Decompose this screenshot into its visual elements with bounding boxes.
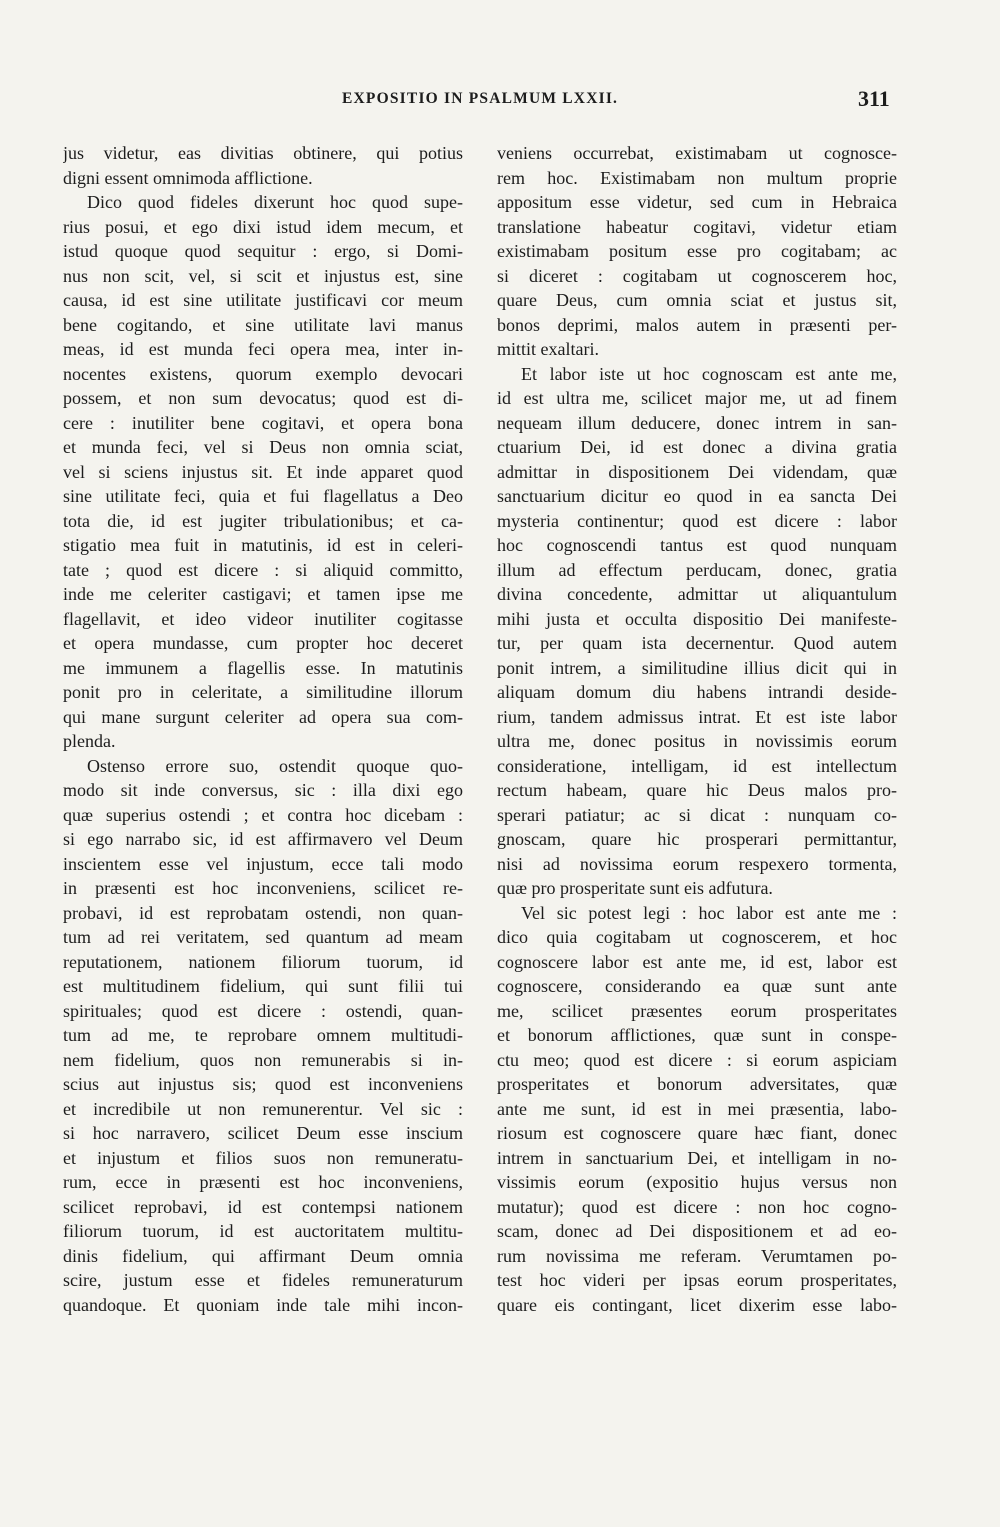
- text-line: digni essent omnimoda afflictione.: [63, 167, 313, 188]
- text-line: filiorum tuorum, id est auctoritatem multitu-: [63, 1221, 463, 1241]
- text-line: vissimis eorum (expositio hujus versus non: [497, 1172, 897, 1192]
- text-line: test hoc videri per ipsas eorum prosperitates,: [497, 1270, 897, 1290]
- text-line: cere : inutiliter bene cogitavi, et opera bona: [63, 412, 463, 433]
- text-line: et incredibile ut non remunerentur. Vel sic :: [63, 1098, 463, 1119]
- text-line: quæ superius ostendi ; et contra hoc dicebam :: [63, 804, 463, 825]
- text-line: scius aut injustus sis; quod est inconveniens: [63, 1074, 463, 1094]
- text-line: in præsenti est hoc inconveniens, scilicet re-: [63, 878, 463, 898]
- text-line: et bonorum afflictiones, quæ sunt in conspe-: [497, 1025, 897, 1045]
- text-line: bene cogitando, et sine utilitate lavi manus: [63, 314, 463, 335]
- text-line: nisi ad novissima eorum respexero tormenta,: [497, 853, 897, 874]
- text-line: nus non scit, vel, si scit et injustus est, sine: [63, 265, 463, 286]
- text-line: rium, tandem admissus intrat. Et est iste labor: [497, 706, 897, 727]
- text-line: ponit pro in celeritate, a similitudine illorum: [63, 682, 463, 702]
- text-line: scire, justum esse et fideles remuneraturum: [63, 1270, 463, 1290]
- text-line: nequeam illum deducere, donec intrem in san-: [497, 412, 897, 433]
- text-line: aliquam domum diu habens intrandi deside-: [497, 682, 897, 702]
- text-line: ctuarium Dei, id est donec a divina gratia: [497, 437, 897, 457]
- text-line: mysteria continentur; quod est dicere : labor: [497, 510, 897, 531]
- text-line: est multitudinem fidelium, qui sunt filii tui: [63, 976, 463, 996]
- text-line: sine utilitate feci, quia et fui flagellatus a Deo: [63, 486, 463, 506]
- text-line: vel si sciens injustus sit. Et inde apparet quod: [63, 461, 463, 482]
- text-line: tur, per quam ista decernentur. Quod autem: [497, 633, 897, 653]
- text-line: ctu meo; quod est dicere : si eorum aspiciam: [497, 1049, 897, 1070]
- text-line: Dico quod fideles dixerunt hoc quod supe-: [87, 192, 463, 212]
- text-line: consideratione, intelligam, id est intellectum: [497, 755, 897, 776]
- text-line: plenda.: [63, 731, 116, 751]
- text-line: dinis fidelium, qui affirmant Deum omnia: [63, 1245, 463, 1266]
- text-line: ante me sunt, id est in mei præsentia, labo-: [497, 1098, 897, 1119]
- text-line: rum novissima me referam. Verumtamen po-: [497, 1245, 897, 1266]
- text-line: meas, id est munda feci opera mea, inter in-: [63, 339, 463, 359]
- text-line: mutatur); quod est dicere : non hoc cogno-: [497, 1196, 897, 1217]
- text-line: intrem in sanctuarium Dei, et intelligam in no-: [497, 1147, 897, 1168]
- text-line: mittit exaltari.: [497, 339, 599, 359]
- text-line: scilicet reprobavi, id est contempsi nationem: [63, 1196, 463, 1217]
- text-line: hoc cognoscendi tantus est quod nunquam: [497, 535, 897, 555]
- text-line: nem fidelium, quos non remunerabis si in-: [63, 1049, 463, 1070]
- text-line: mihi justa et occulta dispositio Dei manifeste-: [497, 608, 897, 629]
- right-text-column: [497, 141, 897, 1317]
- text-line: veniens occurrebat, existimabam ut cognosce-: [497, 143, 897, 163]
- text-line: ponit intrem, a similitudine illius dicit qui in: [497, 657, 897, 678]
- text-line: nocentes existens, quorum exemplo devocari: [63, 363, 463, 384]
- text-line: scam, donec ad Dei dispositionem et ad eo-: [497, 1221, 897, 1241]
- text-line: existimabam positum esse pro cogitabam; ac: [497, 241, 897, 261]
- text-line: gnoscam, quare hic prosperari permittantur,: [497, 829, 897, 849]
- text-line: inde me celeriter castigavi; et tamen ipse me: [63, 584, 463, 604]
- text-line: flagellavit, et ideo videor inutiliter cogitasse: [63, 608, 463, 629]
- text-line: et injustum et filios suos non remuneratu-: [63, 1147, 463, 1168]
- text-line: stigatio mea fuit in matutinis, id est in celeri-: [63, 535, 463, 555]
- text-line: si diceret : cogitabam ut cognoscerem hoc,: [497, 265, 897, 286]
- text-line: et munda feci, vel si Deus non omnia sciat,: [63, 437, 463, 457]
- text-line: quandoque. Et quoniam inde tale mihi incon-: [63, 1294, 463, 1315]
- text-line: riosum est cognoscere quare hæc fiant, donec: [497, 1123, 897, 1143]
- text-line: rius posui, et ego dixi istud idem mecum, et: [63, 216, 463, 237]
- text-line: Vel sic potest legi : hoc labor est ante me :: [521, 902, 897, 923]
- left-text-column: [63, 141, 463, 1317]
- text-line: sperari patiatur; ac si dicat : nunquam co-: [497, 804, 897, 825]
- text-line: Ostenso errore suo, ostendit quoque quo-: [87, 755, 463, 776]
- text-line: quare Deus, cum omnia sciat et justus sit,: [497, 290, 897, 310]
- text-line: sanctuarium dicitur eo quod in ea sancta Dei: [497, 486, 897, 506]
- text-line: probavi, id est reprobatam ostendi, non quan-: [63, 902, 463, 923]
- text-line: si ego narrabo sic, id est affirmavero vel Deum: [63, 829, 463, 849]
- running-title: EXPOSITIO IN PSALMUM LXXII.: [342, 90, 619, 107]
- text-line: rum, ecce in præsenti est hoc inconveniens,: [63, 1172, 463, 1192]
- text-line: et opera mundasse, cum propter hoc deceret: [63, 633, 463, 653]
- text-line: divina concedente, admittar ut aliquantulum: [497, 584, 897, 604]
- text-line: prosperitates et bonorum adversitates, quæ: [497, 1074, 897, 1094]
- page-header: [0, 86, 1000, 118]
- text-line: quare eis contingant, licet dixerim esse labo-: [497, 1294, 897, 1315]
- text-line: dico quia cogitabam ut cognoscerem, et hoc: [497, 927, 897, 947]
- text-line: reputationem, nationem filiorum tuorum, id: [63, 951, 463, 972]
- text-line: possem, et non sum devocatus; quod est di-: [63, 388, 463, 408]
- text-line: cognoscere, considerando ea quæ sunt ante: [497, 976, 897, 996]
- text-line: jus videtur, eas divitias obtinere, qui potius: [63, 143, 463, 163]
- text-line: tota die, id est jugiter tribulationibus; et ca-: [63, 510, 463, 531]
- text-line: id est ultra me, scilicet major me, ut ad finem: [497, 388, 897, 408]
- text-line: cognoscere labor est ante me, id est, labor est: [497, 951, 897, 972]
- text-line: spirituales; quod est dicere : ostendi, quan-: [63, 1000, 463, 1021]
- text-line: istud quoque quod sequitur : ergo, si Domi-: [63, 241, 463, 261]
- text-line: ultra me, donec positus in novissimis eorum: [497, 731, 897, 751]
- text-line: inscientem esse vel injustum, ecce tali modo: [63, 853, 463, 874]
- text-line: quæ pro prosperitate sunt eis adfutura.: [497, 878, 773, 898]
- text-line: translatione habeatur cogitavi, videtur etiam: [497, 216, 897, 237]
- text-line: illum ad effectum perducam, donec, gratia: [497, 559, 897, 580]
- text-line: appositum esse videtur, sed cum in Hebraica: [497, 192, 897, 212]
- text-line: tate ; quod est dicere : si aliquid committo,: [63, 559, 463, 580]
- text-line: tum ad me, te reprobare omnem multitudi-: [63, 1025, 463, 1045]
- text-line: Et labor iste ut hoc cognoscam est ante me,: [521, 363, 897, 384]
- text-line: rem hoc. Existimabam non multum proprie: [497, 167, 897, 188]
- text-line: causa, id est sine utilitate justificavi cor meum: [63, 290, 463, 310]
- text-line: modo sit inde conversus, sic : illa dixi ego: [63, 780, 463, 800]
- text-line: admittar in dispositionem Dei videndam, quæ: [497, 461, 897, 482]
- text-line: qui mane surgunt celeriter ad opera sua com-: [63, 706, 463, 727]
- text-line: si hoc narravero, scilicet Deum esse inscium: [63, 1123, 463, 1143]
- text-line: rectum habeam, quare hic Deus malos pro-: [497, 780, 897, 800]
- text-line: me immunem a flagellis esse. In matutinis: [63, 657, 463, 678]
- text-line: tum ad rei veritatem, sed quantum ad meam: [63, 927, 463, 947]
- text-line: me, scilicet præsentes eorum prosperitates: [497, 1000, 897, 1021]
- page-number: 311: [858, 86, 890, 111]
- text-line: bonos deprimi, malos autem in præsenti per-: [497, 314, 897, 335]
